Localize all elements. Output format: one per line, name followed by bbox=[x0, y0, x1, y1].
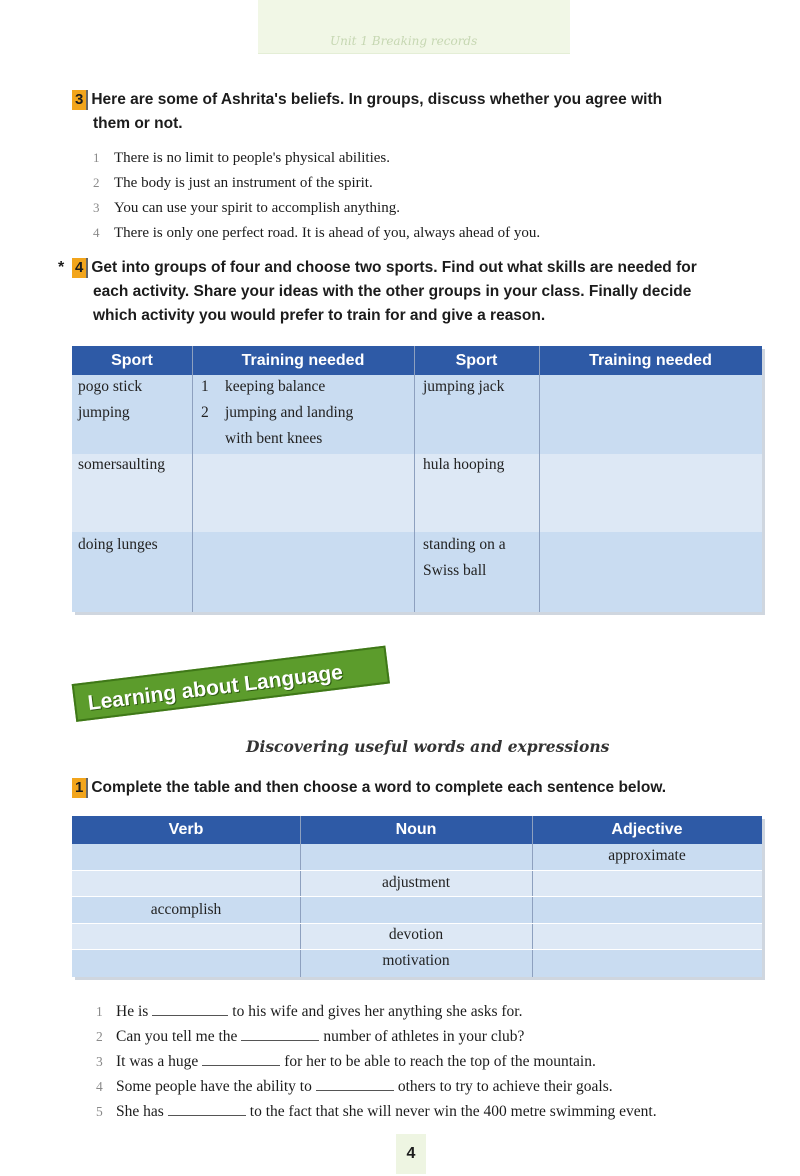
list-item: 4 There is only one perfect road. It is ahead of you, always ahead of you. bbox=[93, 225, 541, 241]
section-banner bbox=[74, 660, 394, 742]
answer-blank[interactable] bbox=[241, 1027, 319, 1041]
header-sport-1: Sport bbox=[111, 352, 153, 369]
task-3-line2: them or not. bbox=[93, 115, 183, 132]
section-subtitle: Discovering useful words and expressions bbox=[246, 737, 610, 756]
optional-star: * bbox=[58, 259, 65, 276]
list-item: 1 He is to his wife and gives her anything she asks for. bbox=[96, 1003, 523, 1020]
table-header-row bbox=[72, 346, 762, 375]
task-4-instructions bbox=[72, 256, 772, 328]
list-item: 2 The body is just an instrument of the spirit. bbox=[93, 175, 373, 191]
list-item: 5 She has to the fact that she will never win the 400 metre swimming event. bbox=[96, 1103, 657, 1120]
table-cell: adjustment bbox=[381, 874, 451, 891]
answer-blank[interactable] bbox=[152, 1002, 228, 1016]
answer-blank[interactable] bbox=[202, 1052, 280, 1066]
list-item: 4 Some people have the ability to others to try to achieve their goals. bbox=[96, 1078, 613, 1095]
task-3-number: 3 bbox=[72, 90, 88, 110]
task-4-line2: each activity. Share your ideas with the other groups in your class. Finally decide bbox=[93, 283, 692, 300]
list-item: 1 There is no limit to people's physical abilities. bbox=[93, 150, 390, 166]
table-cell: jumping bbox=[78, 404, 130, 421]
table-cell: jumping and landing bbox=[225, 404, 354, 421]
unit-caption: Unit 1 Breaking records bbox=[330, 34, 478, 48]
task-1-text: Complete the table and then choose a word to complete each sentence below. bbox=[91, 779, 667, 796]
task-3-line1: Here are some of Ashrita's beliefs. In groups, discuss whether you agree with bbox=[91, 91, 663, 108]
table-cell: 1 bbox=[201, 378, 209, 395]
banner-title: Learning about Language bbox=[86, 660, 345, 715]
table-cell: standing on a bbox=[423, 536, 506, 553]
task-3-instructions bbox=[72, 88, 772, 136]
header-sport-2: Sport bbox=[455, 352, 498, 369]
list-item: 3 It was a huge for her to be able to reach the top of the mountain. bbox=[96, 1053, 596, 1070]
task-4-number: 4 bbox=[72, 258, 88, 278]
table-cell: Swiss ball bbox=[423, 562, 487, 579]
table-cell: with bent knees bbox=[225, 430, 323, 447]
beliefs-list bbox=[93, 145, 540, 245]
page-number: 4 bbox=[396, 1134, 426, 1174]
table-cell: devotion bbox=[388, 926, 444, 943]
sentence-list bbox=[96, 999, 657, 1124]
table-cell: accomplish bbox=[150, 901, 222, 918]
table-cell: pogo stick bbox=[78, 378, 143, 395]
table-cell: jumping jack bbox=[423, 378, 505, 395]
task-4-line3: which activity you would prefer to train for and give a reason. bbox=[93, 307, 546, 324]
header-training-2: Training needed bbox=[589, 352, 712, 369]
header-adjective: Adjective bbox=[611, 821, 683, 838]
list-item: 3 You can use your spirit to accomplish anything. bbox=[93, 200, 400, 216]
header-training-1: Training needed bbox=[241, 352, 365, 369]
table-cell: keeping balance bbox=[225, 378, 326, 395]
header-verb: Verb bbox=[168, 821, 204, 838]
header-noun: Noun bbox=[395, 821, 437, 838]
sports-training-table bbox=[72, 346, 762, 612]
task-4-line1: Get into groups of four and choose two sports. Find out what skills are needed for bbox=[91, 259, 697, 276]
table-header-row bbox=[72, 816, 762, 844]
answer-blank[interactable] bbox=[316, 1077, 394, 1091]
table-cell: 2 bbox=[201, 404, 209, 421]
list-item: 2 Can you tell me the number of athletes in your club? bbox=[96, 1028, 525, 1045]
table-cell: approximate bbox=[608, 847, 686, 864]
answer-blank[interactable] bbox=[168, 1102, 246, 1116]
task-1-number: 1 bbox=[72, 778, 88, 798]
table-cell: somersaulting bbox=[78, 456, 165, 473]
word-form-table bbox=[72, 816, 762, 977]
task-1-instructions bbox=[72, 776, 772, 800]
table-cell: hula hooping bbox=[423, 456, 505, 473]
table-cell: motivation bbox=[382, 952, 450, 969]
table-cell: doing lunges bbox=[78, 536, 158, 553]
